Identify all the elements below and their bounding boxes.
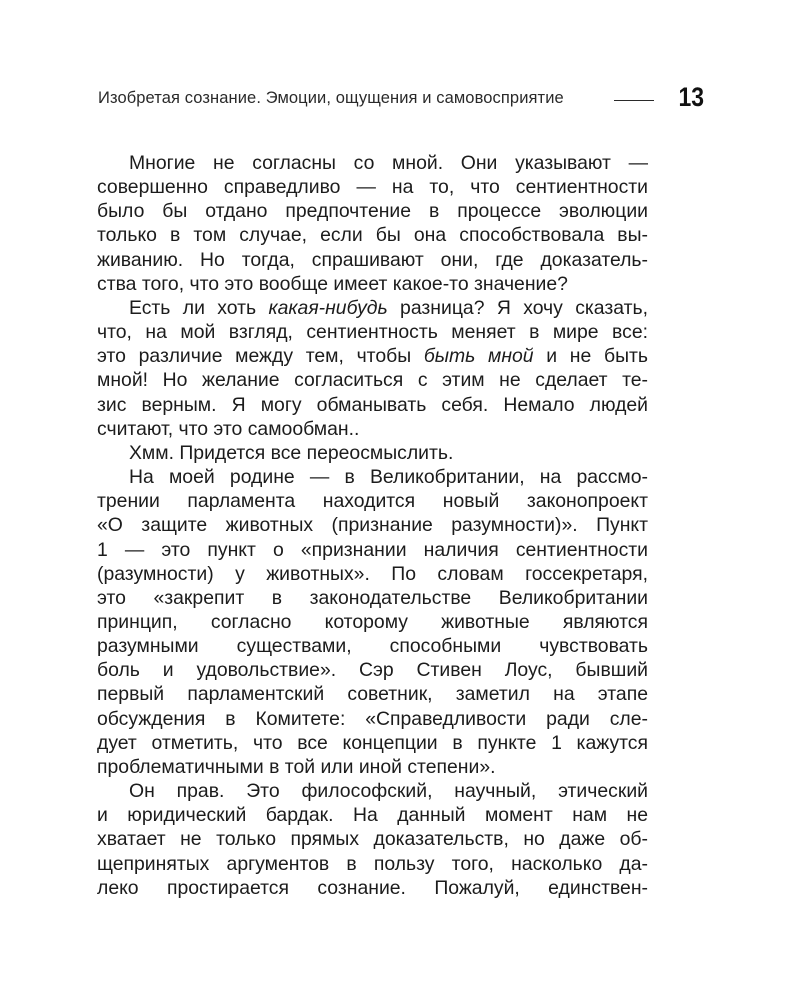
text-line: Он прав. Это философский, научный, этический (129, 780, 648, 803)
running-header-title: Изобретая сознание. Эмоции, ощущения и самовосприятие (98, 89, 564, 107)
text-line: Многие не согласны со мной. Они указывают — (129, 152, 648, 174)
text-line: дует отметить, что все концепции в пункте 1 кажутся (97, 731, 648, 754)
text-line: принцип, согласно которому животные являются (97, 610, 648, 633)
text-run: и не быть (533, 345, 648, 368)
text-line: щепринятых аргументов в пользу того, насколько да- (97, 852, 648, 875)
text-line (97, 296, 648, 320)
text-line: обсуждения в Комитете: «Справедливости ради сле- (97, 707, 648, 730)
text-line: и юридический бардак. На данный момент нам не (97, 804, 648, 827)
text-run: это различие между тем, чтобы (97, 345, 424, 368)
header-rule (614, 100, 654, 101)
text-line: зис верным. Я могу обманывать себя. Немало людей (97, 393, 648, 416)
running-header (98, 82, 708, 116)
text-line: что, на мой взгляд, сентиентность меняет в мире все: (97, 321, 648, 344)
text-line: считают, что это самообман.. (97, 417, 360, 440)
text-line: (разумности) у животных». По словам госсекретаря, (97, 562, 648, 585)
text-line (97, 344, 648, 368)
text-line: было бы отдано предпочтение в процессе эволюции (97, 200, 648, 223)
page-number: 13 (678, 82, 704, 112)
italic-phrase: какая-нибудь (268, 296, 388, 319)
text-line: «О защите животных (признание разумности)». Пункт (97, 514, 648, 537)
text-line: Хмм. Придется все переосмыслить. (129, 441, 454, 464)
body-text (97, 151, 648, 900)
text-line: боль и удовольствие». Сэр Стивен Лоус, бывший (97, 659, 648, 682)
text-line: трении парламента находится новый законопроект (97, 490, 648, 513)
text-line: проблематичными в той или иной степени». (97, 755, 496, 778)
text-line: это «закрепит в законодательстве Великобритании (97, 586, 648, 609)
text-run: Есть ли хоть (129, 296, 269, 319)
text-line: разумными существами, способными чувствовать (97, 635, 648, 658)
text-line: леко простирается сознание. Пожалуй, единствен- (97, 876, 648, 899)
text-line: На моей родине — в Великобритании, на рассмо- (129, 466, 648, 489)
text-line: первый парламентский советник, заметил на этапе (97, 683, 648, 706)
text-line: живанию. Но тогда, спрашивают они, где доказатель- (97, 248, 648, 271)
italic-phrase: быть мной (423, 345, 534, 368)
text-line: ства того, что это вообще имеет какое-то значение? (97, 272, 568, 295)
text-line: 1 — это пункт о «признании наличия сентиентности (97, 538, 648, 561)
text-run: разница? Я хочу сказать, (387, 296, 648, 319)
text-line: совершенно справедливо — на то, что сентиентности (97, 176, 648, 199)
text-line: только в том случае, если бы она способствовала вы- (97, 224, 648, 247)
text-line: мной! Но желание согласиться с этим не сделает те- (97, 369, 648, 392)
text-line: хватает не только прямых доказательств, но даже об- (97, 828, 648, 851)
